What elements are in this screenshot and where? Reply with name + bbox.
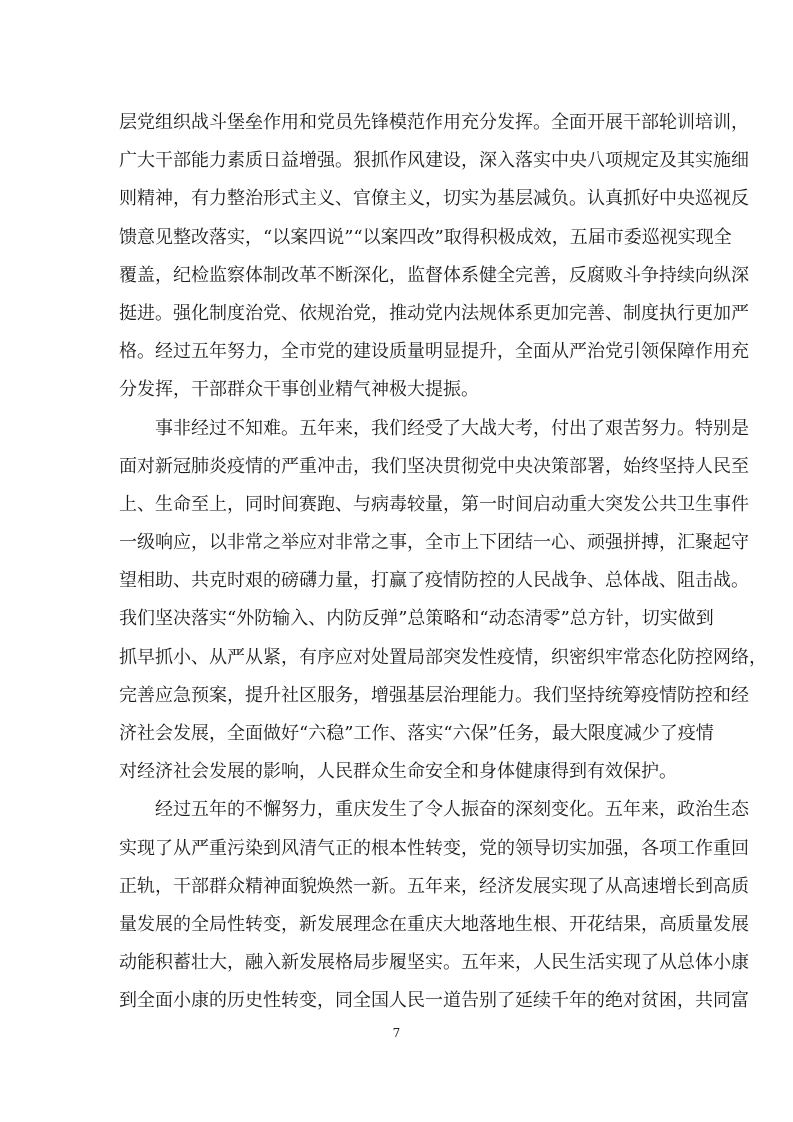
text-line: 挺进。强化制度治党、依规治党，推动党内法规体系更加完善、制度执行更加严 xyxy=(119,302,749,324)
text-line: 经过五年的不懈努力，重庆发生了令人振奋的深刻变化。五年来，政治生态 xyxy=(155,799,749,821)
text-line: 广大干部能力素质日益增强。狠抓作风建设，深入落实中央八项规定及其实施细 xyxy=(119,150,749,172)
text-line: 则精神，有力整治形式主义、官僚主义，切实为基层减负。认真抓好中央巡视反 xyxy=(119,188,749,210)
text-line: 济社会发展，全面做好“六稳”工作、落实“六保”任务，最大限度减少了疫情 xyxy=(119,723,714,744)
text-line: 事非经过不知难。五年来，我们经受了大战大考，付出了艰苦努力。特别是 xyxy=(155,417,749,439)
text-line: 馈意见整改落实，“以案四说”“以案四改”取得积极成效，五届市委巡视实现全 xyxy=(119,226,732,248)
paragraph xyxy=(119,791,749,1020)
text-line: 量发展的全局性转变，新发展理念在重庆大地落地生根、开花结果，高质量发展 xyxy=(119,913,749,935)
text-line: 抓早抓小、从严从紧，有序应对处置局部突发性疫情，织密织牢常态化防控网络， xyxy=(119,646,767,668)
text-line: 层党组织战斗堡垒作用和党员先锋模范作用充分发挥。全面开展干部轮训培训， xyxy=(119,112,749,133)
text-line: 分发挥，干部群众干事创业精气神极大提振。 xyxy=(119,379,479,401)
text-line: 我们坚决落实“外防输入、内防反弹”总策略和“动态清零”总方针，切实做到 xyxy=(119,608,714,630)
text-line: 对经济社会发展的影响，人民群众生命安全和身体健康得到有效保护。 xyxy=(119,761,677,783)
text-line: 正轨，干部群众精神面貌焕然一新。五年来，经济发展实现了从高速增长到高质 xyxy=(119,875,749,897)
text-line: 格。经过五年努力，全市党的建设质量明显提升，全面从严治党引领保障作用充 xyxy=(119,341,749,363)
text-line: 动能积蓄壮大，融入新发展格局步履坚实。五年来，人民生活实现了从总体小康 xyxy=(119,952,749,974)
text-line: 面对新冠肺炎疫情的严重冲击，我们坚决贯彻党中央决策部署，始终坚持人民至 xyxy=(119,455,749,477)
text-line: 一级响应，以非常之举应对非常之事，全市上下团结一心、顽强拼搏，汇聚起守 xyxy=(119,532,749,554)
body-text xyxy=(119,104,767,1021)
text-line: 上、生命至上，同时间赛跑、与病毒较量，第一时间启动重大突发公共卫生事件 xyxy=(119,493,749,515)
paragraph xyxy=(119,410,767,792)
page-number: 7 xyxy=(392,1026,401,1040)
text-line: 覆盖，纪检监察体制改革不断深化，监督体系健全完善，反腐败斗争持续向纵深 xyxy=(119,264,749,286)
text-line: 望相助、共克时艰的磅礴力量，打赢了疫情防控的人民战争、总体战、阻击战。 xyxy=(119,570,749,592)
text-line: 实现了从严重污染到风清气正的根本性转变，党的领导切实加强，各项工作重回 xyxy=(119,837,749,859)
text-line: 到全面小康的历史性转变，同全国人民一道告别了延续千年的绝对贫困，共同富 xyxy=(119,990,749,1012)
paragraph xyxy=(119,104,749,410)
text-line: 完善应急预案，提升社区服务，增强基层治理能力。我们坚持统筹疫情防控和经 xyxy=(119,684,749,706)
